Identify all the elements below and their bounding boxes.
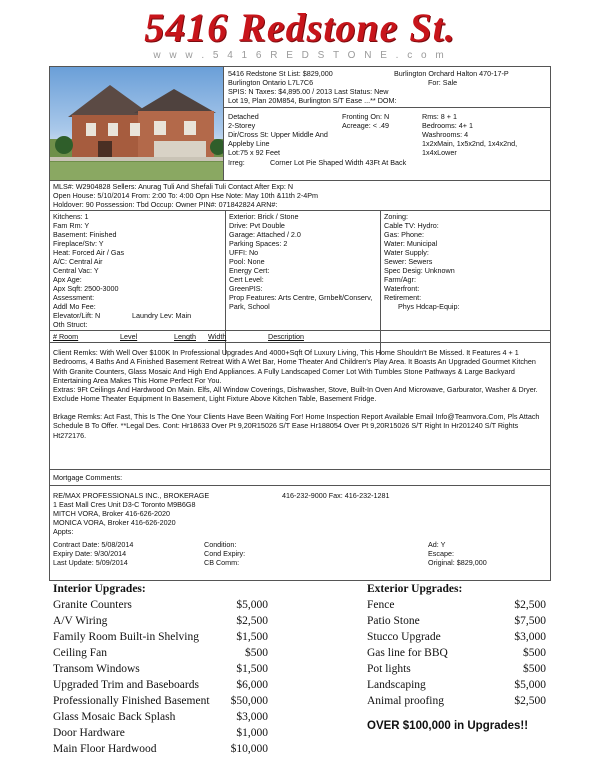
broker-line-1: RE/MAX PROFESSIONALS INC., BROKERAGE	[53, 491, 210, 500]
rooms-col-description: Description	[268, 332, 304, 341]
feature-energy-cert: Energy Cert:	[229, 266, 270, 275]
detail-lot: Lot:75 x 92 Feet	[228, 148, 280, 157]
exterior-title: Exterior Upgrades:	[367, 583, 463, 595]
exterior-price: $500	[523, 663, 546, 675]
exterior-item: Patio Stone	[367, 615, 420, 627]
exterior-price: $5,000	[514, 679, 546, 691]
interior-price: $5,000	[236, 599, 268, 611]
interior-item: Professionally Finished Basement	[53, 695, 210, 707]
broker-phone: 416-232-9000 Fax: 416-232-1281	[282, 491, 390, 500]
interior-price: $3,000	[236, 711, 268, 723]
listing-sheet	[49, 66, 551, 581]
interior-price: $1,500	[236, 631, 268, 643]
exterior-item: Pot lights	[367, 663, 411, 675]
website-url: w w w . 5 4 1 6 R E D S T O N E . c o m	[153, 50, 447, 61]
info-row-1: MLS#: W2904828 Sellers: Anurag Tuli And Shefali Tuli Contact After Exp: N	[53, 182, 294, 191]
mortgage-comments: Mortgage Comments:	[53, 473, 123, 482]
expiry-date: Expiry Date: 9/30/2014	[53, 549, 127, 558]
feature-laundry: Laundry Lev: Main	[132, 311, 192, 320]
exterior-item: Stucco Upgrade	[367, 631, 441, 643]
extras-remarks: Extras: 9Ft Ceilings And Hardwood On Main. Elfs, All Window Coverings, Dishwasher, Stove, Built-In Oven And Microwave, Garburator, Washer & Dryer. Exclude Home Theater Equipment In Basement, Light Fixture Above Kitchen Table, Basement Fridge.	[53, 385, 538, 404]
detail-dircross-2: Appleby Line	[228, 139, 270, 148]
list-line-1: 5416 Redstone St List: $829,000	[228, 69, 333, 78]
page-title: 5416 Redstone St.	[144, 5, 456, 50]
upgrades-total: OVER $100,000 in Upgrades!!	[367, 720, 529, 732]
brokerage-remarks: Brkage Remks: Act Fast, This Is The One Your Clients Have Been Waiting For! Home Inspection Report Available Email Info@Teamvora.Com, Pls Attach Schedule B To Offer. **Legal Des. Cont: Hr18633 Over Pt 9,20R15026 S/T Ease Hr188054 Over Pt 9,20R15026 S/T Right In Hr201240 S/T Rights Ht272176.	[53, 412, 540, 440]
interior-item: Transom Windows	[53, 663, 140, 675]
rooms-col-level: Level	[120, 332, 138, 341]
house-image	[50, 67, 224, 180]
feature-garage: Garage: Attached / 2.0	[229, 230, 301, 239]
divider	[50, 180, 550, 181]
feature-prop-features: Prop Features: Arts Centre, Grnbelt/Conserv,	[229, 293, 373, 302]
feature-apx-age: Apx Age:	[53, 275, 82, 284]
ad-flag: Ad: Y	[428, 540, 446, 549]
interior-price: $2,500	[236, 615, 268, 627]
rooms-col-room: # Room	[53, 332, 79, 341]
broker-line-2: 1 East Mall Cres Unit D3-C Toronto M9B6G8	[53, 500, 196, 509]
exterior-price: $2,500	[514, 695, 546, 707]
interior-price: $1,500	[236, 663, 268, 675]
condition: Condition:	[204, 540, 237, 549]
detail-style: 2-Storey	[228, 121, 256, 130]
column-divider	[380, 210, 381, 355]
interior-item: Ceiling Fan	[53, 647, 107, 659]
interior-price: $50,000	[230, 695, 268, 707]
exterior-item: Animal proofing	[367, 695, 444, 707]
feature-spec-desig: Spec Desig: Unknown	[384, 266, 455, 275]
feature-zoning: Zoning:	[384, 212, 408, 221]
detail-wash-2: 1x4xLower	[422, 148, 457, 157]
feature-exterior: Exterior: Brick / Stone	[229, 212, 299, 221]
cond-expiry: Cond Expiry:	[204, 549, 246, 558]
info-row-3: Holdover: 90 Possession: Tbd Occup: Owner PIN#: 071842824 ARN#:	[53, 200, 278, 209]
feature-basement: Basement: Finished	[53, 230, 117, 239]
broker-line-4: MONICA VORA, Broker 416-626-2020	[53, 518, 176, 527]
divider	[50, 469, 550, 470]
list-line-2-right: For: Sale	[428, 78, 458, 87]
feature-addl-fee: Addl Mo Fee:	[53, 302, 96, 311]
interior-price: $1,000	[236, 727, 268, 739]
contract-date: Contract Date: 5/08/2014	[53, 540, 134, 549]
feature-kitchens: Kitchens: 1	[53, 212, 89, 221]
feature-prop-features-2: Park, School	[229, 302, 270, 311]
divider	[50, 330, 550, 331]
detail-washrooms: Washrooms: 4	[422, 130, 469, 139]
divider	[224, 107, 550, 108]
feature-assessment: Assessment:	[53, 293, 95, 302]
exterior-item: Landscaping	[367, 679, 426, 691]
divider	[50, 485, 550, 486]
exterior-price: $2,500	[514, 599, 546, 611]
list-line-2: Burlington Ontario L7L7C6	[228, 78, 314, 87]
feature-greenpis: GreenPIS:	[229, 284, 263, 293]
escape: Escape:	[428, 549, 454, 558]
detail-fronting: Fronting On: N	[342, 112, 390, 121]
feature-pool: Pool: None	[229, 257, 265, 266]
exterior-item: Fence	[367, 599, 395, 611]
feature-oth-struct: Oth Struct:	[53, 320, 88, 329]
broker-appts: Appts:	[53, 527, 74, 536]
feature-retirement: Retirement:	[384, 293, 422, 302]
interior-title: Interior Upgrades:	[53, 583, 146, 595]
feature-cable: Cable TV: Hydro:	[384, 221, 439, 230]
detail-type: Detached	[228, 112, 259, 121]
feature-uffi: UFFI: No	[229, 248, 259, 257]
exterior-price: $500	[523, 647, 546, 659]
feature-apx-sqft: Apx Sqft: 2500-3000	[53, 284, 119, 293]
feature-water-supply: Water Supply:	[384, 248, 429, 257]
detail-acreage: Acreage: < .49	[342, 121, 389, 130]
feature-elevator: Elevator/Lift: N	[53, 311, 101, 320]
client-remarks: Client Remks: With Well Over $100K In Professional Upgrades And 4000+Sqft Of Luxury Living, This Home Shouldn't Be Missed. It Features 4 + 1 Bedrooms, 4 Baths And A Finished Basement Retreat With A Wet Bar, Home Theater And Children's Play Area. It Boasts An Upgraded Gourmet Kitchen With Granite Counters, Glass Mosaic And High End Appliances. A Fully Landscaped Corner Lot With Tumbles Stone Pathways & Large Backyard Entertaining Area Makes This Home Perfect For You.	[53, 348, 536, 386]
cb-comm: CB Comm:	[204, 558, 240, 567]
feature-gas: Gas: Phone:	[384, 230, 424, 239]
interior-item: Door Hardware	[53, 727, 125, 739]
feature-heat: Heat: Forced Air / Gas	[53, 248, 125, 257]
interior-item: Family Room Built-in Shelving	[53, 631, 199, 643]
list-line-3: SPIS: N Taxes: $4,895.00 / 2013 Last Status: New	[228, 87, 389, 96]
feature-central-vac: Central Vac: Y	[53, 266, 99, 275]
detail-dircross: Dir/Cross St: Upper Middle And	[228, 130, 328, 139]
feature-cert-level: Cert Level:	[229, 275, 264, 284]
interior-item: A/V Wiring	[53, 615, 108, 627]
detail-wash-1: 1x2xMain, 1x5x2nd, 1x4x2nd,	[422, 139, 518, 148]
interior-item: Granite Counters	[53, 599, 132, 611]
divider	[50, 210, 550, 211]
rooms-col-width: Width	[208, 332, 227, 341]
rooms-col-length: Length	[174, 332, 196, 341]
feature-farm: Farm/Agr:	[384, 275, 416, 284]
list-line-1-right: Burlington Orchard Halton 470-17-P	[394, 69, 509, 78]
exterior-price: $3,000	[514, 631, 546, 643]
feature-sewer: Sewer: Sewers	[384, 257, 433, 266]
exterior-item: Gas line for BBQ	[367, 647, 448, 659]
feature-phys-hdcap: Phys Hdcap-Equip:	[398, 302, 460, 311]
house-photo	[50, 67, 224, 180]
exterior-price: $7,500	[514, 615, 546, 627]
interior-item: Glass Mosaic Back Splash	[53, 711, 176, 723]
detail-bedrooms: Bedrooms: 4+ 1	[422, 121, 473, 130]
info-row-2: Open House: 5/10/2014 From: 2:00 To: 4:00 Opn Hse Note: May 10th &11th 2-4Pm	[53, 191, 319, 200]
broker-line-3: MITCH VORA, Broker 416-626-2020	[53, 509, 171, 518]
feature-fireplace: Fireplace/Stv: Y	[53, 239, 104, 248]
interior-price: $6,000	[236, 679, 268, 691]
interior-price: $500	[245, 647, 268, 659]
list-line-4: Lot 19, Plan 20M854, Burlington S/T Ease ...** DOM:	[228, 96, 397, 105]
interior-item: Upgraded Trim and Baseboards	[53, 679, 199, 691]
divider	[50, 342, 550, 343]
feature-parking: Parking Spaces: 2	[229, 239, 288, 248]
interior-price: $10,000	[230, 743, 268, 755]
original-price: Original: $829,000	[428, 558, 487, 567]
detail-irreg-value: Corner Lot Pie Shaped Width 43Ft At Back	[270, 158, 407, 167]
interior-item: Main Floor Hardwood	[53, 743, 157, 755]
last-update: Last Update: 5/09/2014	[53, 558, 128, 567]
detail-irreg-label: Irreg:	[228, 158, 245, 167]
detail-rooms: Rms: 8 + 1	[422, 112, 457, 121]
feature-drive: Drive: Pvt Double	[229, 221, 285, 230]
feature-waterfront: Waterfront:	[384, 284, 420, 293]
feature-fam-rm: Fam Rm: Y	[53, 221, 90, 230]
feature-ac: A/C: Central Air	[53, 257, 103, 266]
feature-water: Water: Municipal	[384, 239, 438, 248]
